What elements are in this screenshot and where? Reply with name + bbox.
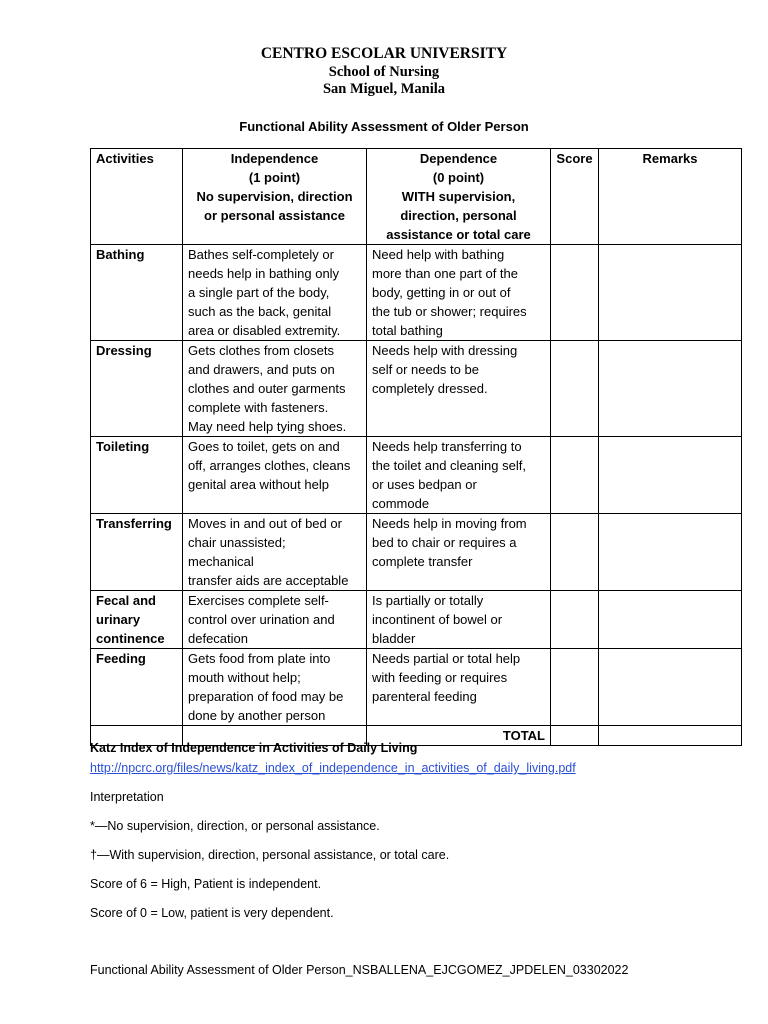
dependence-header xyxy=(367,149,551,245)
score-cell[interactable] xyxy=(551,591,599,649)
table-body xyxy=(91,245,742,746)
criteria-line: Gets clothes from closets xyxy=(188,343,334,358)
score-cell[interactable] xyxy=(551,437,599,514)
table-header-row xyxy=(91,149,742,245)
dependence-cell xyxy=(367,649,551,726)
school-location: San Miguel, Manila xyxy=(322,81,446,97)
activity-line: Dressing xyxy=(96,343,152,358)
dependence-cell xyxy=(367,437,551,514)
table-row xyxy=(91,341,742,437)
activity-line: Transferring xyxy=(96,516,172,531)
independence-header xyxy=(183,149,367,245)
criteria-line: and drawers, and puts on xyxy=(188,362,335,377)
criteria-line: complete transfer xyxy=(372,554,473,569)
score-low-note: Score of 0 = Low, patient is very dependent. xyxy=(90,906,334,920)
header-line: WITH supervision, xyxy=(401,189,516,204)
criteria-line: self or needs to be xyxy=(372,362,479,377)
independence-cell xyxy=(183,649,367,726)
header-line: or personal assistance xyxy=(204,208,345,223)
criteria-line: mechanical xyxy=(188,554,254,569)
criteria-line: preparation of food may be xyxy=(188,689,344,704)
activity-cell xyxy=(91,341,183,437)
activity-cell xyxy=(91,437,183,514)
total-score-cell[interactable] xyxy=(551,726,599,746)
criteria-line: total bathing xyxy=(372,323,443,338)
score-cell[interactable] xyxy=(551,514,599,591)
criteria-line: body, getting in or out of xyxy=(372,285,511,300)
activity-cell xyxy=(91,245,183,341)
criteria-line: done by another person xyxy=(188,708,326,723)
criteria-line: off, arranges clothes, cleans xyxy=(188,458,351,473)
total-remarks-cell[interactable] xyxy=(599,726,742,746)
criteria-line: bed to chair or requires a xyxy=(372,535,517,550)
table-row xyxy=(91,514,742,591)
criteria-line: area or disabled extremity. xyxy=(188,323,341,338)
university-name: CENTRO ESCOLAR UNIVERSITY xyxy=(260,45,508,62)
score-cell[interactable] xyxy=(551,341,599,437)
table-row xyxy=(91,245,742,341)
activity-line: Toileting xyxy=(96,439,150,454)
criteria-line: Needs partial or total help xyxy=(372,651,521,666)
criteria-line: Moves in and out of bed or xyxy=(188,516,342,531)
remarks-header: Remarks xyxy=(599,149,742,245)
document-title: Functional Ability Assessment of Older Person xyxy=(239,119,529,134)
assessment-table xyxy=(90,148,742,746)
activity-cell xyxy=(91,649,183,726)
criteria-line: or uses bedpan or xyxy=(372,477,477,492)
table-row xyxy=(91,591,742,649)
independence-cell xyxy=(183,591,367,649)
remarks-cell[interactable] xyxy=(599,437,742,514)
remarks-cell[interactable] xyxy=(599,245,742,341)
criteria-line: bladder xyxy=(372,631,416,646)
criteria-line: such as the back, genital xyxy=(188,304,332,319)
document-footer: Functional Ability Assessment of Older Person_NSBALLENA_EJCGOMEZ_JPDELEN_03302022 xyxy=(90,963,629,977)
reference-link[interactable]: http://npcrc.org/files/news/katz_index_of_independence_in_activities_of_daily_living.pdf xyxy=(90,761,576,775)
dependence-cell xyxy=(367,341,551,437)
activity-line: urinary xyxy=(96,612,141,627)
criteria-line: mouth without help; xyxy=(188,670,301,685)
criteria-line: commode xyxy=(372,496,430,511)
criteria-line: Bathes self-completely or xyxy=(188,247,334,262)
total-label: TOTAL xyxy=(367,726,551,746)
criteria-line: Need help with bathing xyxy=(372,247,505,262)
activity-cell xyxy=(91,591,183,649)
independence-cell xyxy=(183,514,367,591)
activities-header: Activities xyxy=(91,149,183,245)
criteria-line: defecation xyxy=(188,631,248,646)
interpretation-heading: Interpretation xyxy=(90,790,164,804)
criteria-line: parenteral feeding xyxy=(372,689,477,704)
criteria-line: a single part of the body, xyxy=(188,285,330,300)
criteria-line: needs help in bathing only xyxy=(188,266,340,281)
dependence-cell xyxy=(367,514,551,591)
criteria-line: complete with fasteners. xyxy=(188,400,329,415)
legend-no-supervision: *—No supervision, direction, or personal assistance. xyxy=(90,819,380,833)
criteria-line: with feeding or requires xyxy=(372,670,508,685)
header-line: (1 point) xyxy=(248,170,301,185)
table-row xyxy=(91,649,742,726)
header-line: Independence xyxy=(230,151,319,166)
remarks-cell[interactable] xyxy=(599,649,742,726)
criteria-line: transfer aids are acceptable xyxy=(188,573,349,588)
criteria-line: control over urination and xyxy=(188,612,335,627)
reference-title: Katz Index of Independence in Activities of Daily Living xyxy=(90,741,418,755)
criteria-line: incontinent of bowel or xyxy=(372,612,503,627)
header-line: (0 point) xyxy=(432,170,485,185)
remarks-cell[interactable] xyxy=(599,341,742,437)
header-line: Dependence xyxy=(419,151,498,166)
criteria-line: genital area without help xyxy=(188,477,329,492)
score-header: Score xyxy=(551,149,599,245)
header-line: No supervision, direction xyxy=(196,189,353,204)
independence-cell xyxy=(183,341,367,437)
header-line: assistance or total care xyxy=(386,227,531,242)
criteria-line: Exercises complete self- xyxy=(188,593,329,608)
criteria-line: Gets food from plate into xyxy=(188,651,331,666)
criteria-line: Needs help with dressing xyxy=(372,343,518,358)
independence-cell xyxy=(183,437,367,514)
criteria-line: Goes to toilet, gets on and xyxy=(188,439,340,454)
dependence-cell xyxy=(367,245,551,341)
remarks-cell[interactable] xyxy=(599,514,742,591)
legend-with-supervision: †—With supervision, direction, personal assistance, or total care. xyxy=(90,848,450,862)
criteria-line: Needs help transferring to xyxy=(372,439,522,454)
criteria-line: May need help tying shoes. xyxy=(188,419,347,434)
criteria-line: completely dressed. xyxy=(372,381,488,396)
score-high-note: Score of 6 = High, Patient is independent. xyxy=(90,877,322,891)
criteria-line: more than one part of the xyxy=(372,266,518,281)
activity-line: Bathing xyxy=(96,247,145,262)
header-line: direction, personal xyxy=(400,208,517,223)
activity-line: Fecal and xyxy=(96,593,156,608)
criteria-line: the toilet and cleaning self, xyxy=(372,458,526,473)
activity-cell xyxy=(91,514,183,591)
score-cell[interactable] xyxy=(551,649,599,726)
criteria-line: chair unassisted; xyxy=(188,535,286,550)
criteria-line: Is partially or totally xyxy=(372,593,484,608)
dependence-cell xyxy=(367,591,551,649)
activity-line: continence xyxy=(96,631,165,646)
remarks-cell[interactable] xyxy=(599,591,742,649)
independence-cell xyxy=(183,245,367,341)
criteria-line: clothes and outer garments xyxy=(188,381,346,396)
criteria-line: the tub or shower; requires xyxy=(372,304,527,319)
activity-line: Feeding xyxy=(96,651,146,666)
score-cell[interactable] xyxy=(551,245,599,341)
school-name: School of Nursing xyxy=(328,64,440,80)
criteria-line: Needs help in moving from xyxy=(372,516,527,531)
table-row xyxy=(91,437,742,514)
